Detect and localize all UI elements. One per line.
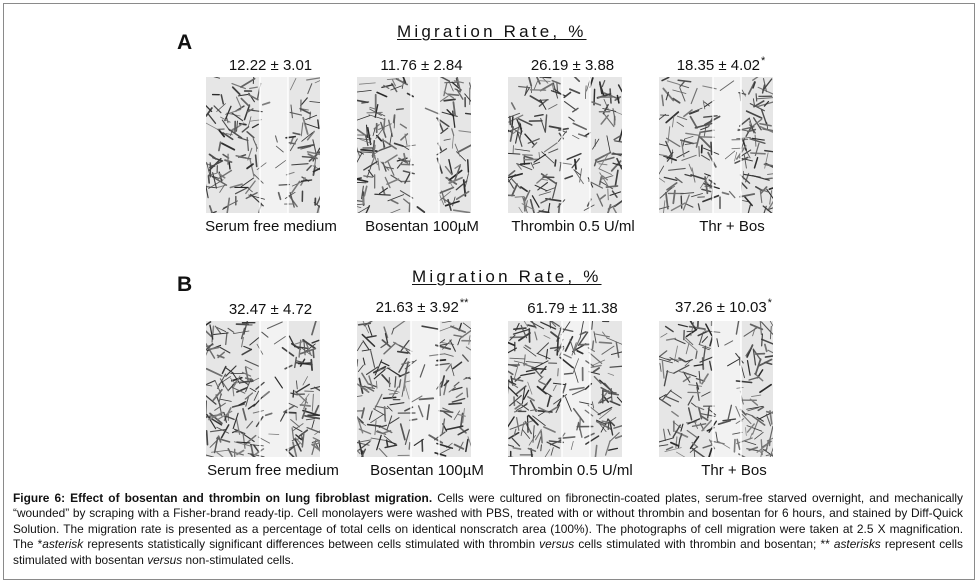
cell-stroke	[209, 176, 210, 183]
panel-b-rate-1: 32.47 ± 4.72	[228, 301, 313, 318]
panel-b-micrograph-bosentan	[357, 321, 471, 457]
panel-a-letter: A	[177, 31, 193, 54]
micrograph-svg	[659, 321, 773, 457]
cell-stroke	[539, 100, 548, 101]
cell-stroke	[269, 434, 279, 435]
cell-stroke	[514, 328, 526, 329]
cell-stroke	[541, 445, 542, 451]
panel-a-condition-3: Thrombin 0.5 U/ml	[511, 218, 635, 235]
cell-stroke	[732, 148, 744, 149]
cell-stroke	[397, 109, 404, 110]
panel-b-letter: B	[177, 273, 193, 296]
caption-versus-2: versus	[147, 552, 183, 567]
cell-stroke	[699, 147, 700, 157]
caption-asterisks-word: asterisks	[833, 537, 881, 552]
figure-caption	[13, 491, 963, 568]
panel-a-condition-2: Bosentan 100µM	[365, 218, 479, 235]
caption-figure-label: Figure 6:	[13, 491, 66, 505]
panel-a-micrograph-thr-bos	[659, 77, 773, 213]
micrograph-svg	[659, 77, 773, 213]
panel-b-condition-1: Serum free medium	[207, 462, 339, 479]
wound-gap	[260, 77, 288, 213]
cell-stroke	[703, 358, 704, 369]
cell-stroke	[303, 157, 312, 158]
panel-b-rate-4: 37.26 ± 10.03*	[675, 297, 772, 316]
cell-stroke	[384, 119, 385, 131]
caption-body-5: non-stimulated cells.	[182, 552, 294, 567]
caption-asterisk-word: asterisk	[42, 537, 84, 552]
cell-stroke	[376, 381, 377, 388]
panel-a-rate-2: 11.76 ± 2.84	[380, 57, 463, 74]
caption-body-1: Cells were cultured on fibronectin-coated plates, serum-free starved overnight, and mechanically “wounded” by scraping with a Fisher-brand ready-tip. Cell monolayers were washed with PBS, treated with or without thrombin and bosentan for 6 hours, and stained by Diff-Quick Solution. The migration rate is presented as a percentage of total cells on identical nonscratch area (100%). The photographs of cell migration were taken at 2.5 X magnification. The *	[13, 491, 963, 552]
cell-stroke	[751, 153, 765, 154]
cell-stroke	[575, 160, 576, 169]
cell-stroke	[593, 341, 594, 349]
cell-stroke	[394, 117, 395, 128]
caption-figure-title: Effect of bosentan and thrombin on lung fibroblast migration.	[70, 491, 433, 505]
caption-body-4: represent cells stimulated with bosentan	[13, 537, 963, 567]
panel-a-micrograph-thrombin	[508, 77, 622, 213]
micrograph-svg	[508, 321, 622, 457]
panel-b-title: Migration Rate, %	[412, 267, 602, 286]
panel-a-micrograph-serum-free	[206, 77, 320, 213]
panel-b-condition-2: Bosentan 100µM	[370, 462, 484, 479]
panel-a-condition-4: Thr + Bos	[699, 218, 765, 235]
cell-stroke	[734, 440, 735, 452]
wound-gap	[713, 77, 741, 213]
panel-b-micrograph-serum-free	[206, 321, 320, 457]
cell-stroke	[756, 94, 757, 101]
panel-b-condition-4: Thr + Bos	[701, 462, 767, 479]
cell-stroke	[300, 405, 310, 406]
cell-stroke	[608, 189, 609, 200]
cell-stroke	[357, 360, 358, 366]
cell-stroke	[299, 363, 311, 364]
wound-gap	[411, 321, 439, 457]
cell-stroke	[565, 373, 573, 374]
wound-gap	[260, 321, 288, 457]
cell-stroke	[468, 160, 469, 172]
cell-stroke	[385, 407, 386, 421]
cell-stroke	[466, 113, 471, 114]
cell-stroke	[437, 360, 445, 361]
cell-stroke	[521, 163, 530, 164]
caption-body-2: represents statistically significant differences between cells stimulated with thrombin	[83, 537, 540, 552]
panel-b-micrograph-thrombin	[508, 321, 622, 457]
cell-stroke	[420, 398, 434, 399]
cell-stroke	[207, 431, 208, 445]
cell-stroke	[375, 194, 390, 195]
cell-stroke	[363, 197, 364, 204]
cell-stroke	[313, 351, 314, 358]
caption-body-3: cells stimulated with thrombin and bosentan; **	[574, 537, 834, 552]
cell-stroke	[449, 403, 461, 404]
cell-stroke	[409, 443, 410, 450]
cell-stroke	[762, 334, 763, 346]
cell-stroke	[711, 142, 712, 154]
cell-stroke	[512, 117, 513, 127]
panel-a-rate-3: 26.19 ± 3.88	[530, 57, 615, 74]
panel-b-micrograph-thr-bos	[659, 321, 773, 457]
cell-stroke	[606, 186, 617, 187]
cell-stroke	[681, 196, 682, 208]
panel-a-condition-1: Serum free medium	[205, 218, 337, 235]
panel-a-rate-4: 18.35 ± 4.02*	[676, 55, 766, 74]
cell-stroke	[229, 163, 230, 169]
panel-a-title: Migration Rate, %	[397, 22, 587, 41]
micrograph-svg	[508, 77, 622, 213]
micrograph-svg	[206, 321, 320, 457]
cell-stroke	[555, 160, 556, 166]
caption-versus-1: versus	[539, 537, 575, 552]
cell-stroke	[557, 338, 558, 355]
cell-stroke	[608, 423, 609, 430]
cell-stroke	[558, 369, 559, 376]
panel-b-rate-2: 21.63 ± 3.92**	[375, 297, 469, 316]
panel-b-rate-3: 61.79 ± 11.38	[527, 300, 618, 317]
micrograph-svg	[357, 77, 471, 213]
panel-a-micrograph-bosentan	[357, 77, 471, 213]
micrograph-svg	[357, 321, 471, 457]
cell-stroke	[761, 440, 762, 455]
cell-stroke	[256, 155, 257, 166]
cell-stroke	[600, 342, 612, 343]
panel-b-condition-3: Thrombin 0.5 U/ml	[509, 462, 633, 479]
micrograph-svg	[206, 77, 320, 213]
panel-a-rate-1: 12.22 ± 3.01	[228, 57, 313, 74]
cell-stroke	[467, 388, 468, 397]
cell-stroke	[384, 397, 396, 398]
cell-stroke	[528, 416, 529, 432]
cell-stroke	[311, 360, 312, 370]
